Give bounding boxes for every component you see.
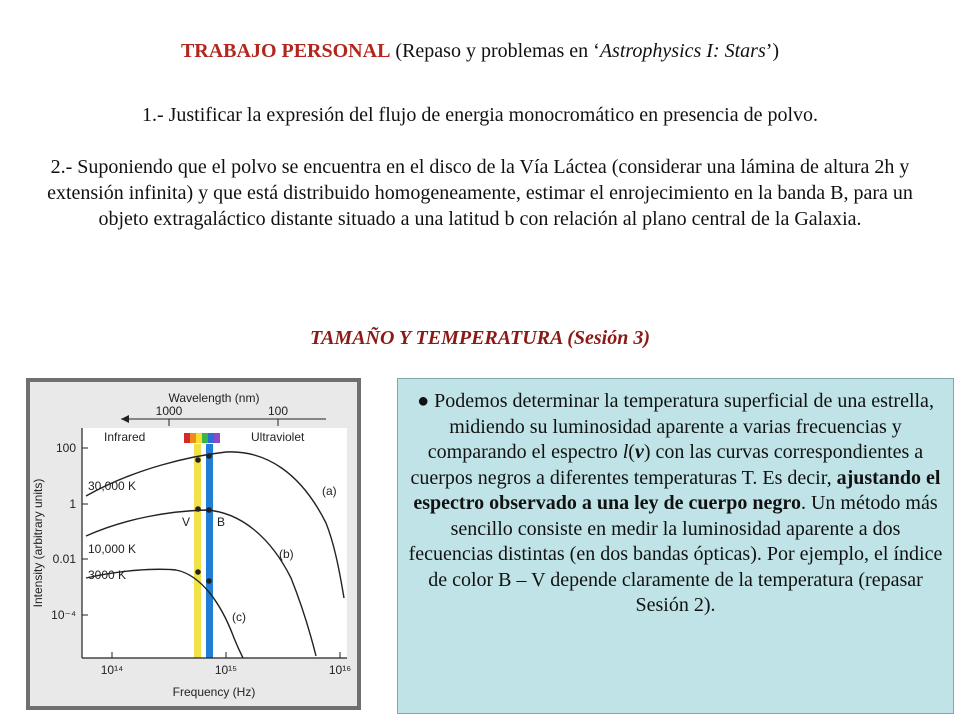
paren-open: ( [628, 441, 635, 463]
y-axis-title: Intensity (arbitrary units) [31, 478, 45, 608]
curve-letter: (b) [279, 547, 294, 561]
curve-point [206, 507, 212, 513]
curve-point [195, 506, 201, 512]
y-tick-label: 100 [55, 441, 76, 455]
v-band [194, 444, 201, 658]
band-label-b: B [217, 515, 226, 529]
top-axis-title: Wavelength (nm) [168, 391, 260, 405]
title-post: ’) [765, 40, 780, 62]
x-tick-label: 10¹⁴ [100, 663, 124, 677]
visible-spectrum-icon [184, 433, 220, 443]
y-tick-label: 1 [69, 497, 76, 511]
title-book: Astrophysics I: Stars [599, 40, 766, 62]
curve-letter: (c) [232, 610, 246, 624]
curve-point [195, 569, 201, 575]
box-bold-text: ajustando el espectro observado a una ley de cuerpo negro [413, 466, 941, 514]
top-tick-label: 1000 [155, 404, 183, 418]
box-text-1: ● Podemos determinar la temperatura superficial de una estrella, midiendo su luminosidad aparente a varias frecuencias y comparando el espectro [417, 390, 934, 463]
top-tick-label: 100 [267, 404, 289, 418]
y-tick-label: 10⁻⁴ [51, 608, 76, 622]
band-label-v: V [182, 515, 191, 529]
title-label: TRABAJO PERSONAL [180, 40, 391, 62]
curve-letter: (a) [322, 484, 337, 498]
y-tick-label: 0.01 [52, 552, 76, 566]
box-text-3: . Un método más sencillo consiste en medir la luminosidad aparente a dos fecuencias distintas (en dos bandas ópticas). Por ejemplo, el índice de color B – V depende claramente de la temperatura (repasar Sesión 2). [408, 492, 943, 616]
x-axis-title: Frequency (Hz) [172, 685, 256, 699]
ultraviolet-label: Ultraviolet [251, 430, 305, 444]
curve-point [206, 578, 212, 584]
nu-symbol: ν [634, 441, 644, 463]
curve-point [206, 453, 212, 459]
x-tick-label: 10¹⁶ [328, 663, 352, 677]
problem-2: 2.- Suponiendo que el polvo se encuentra en el disco de la Vía Láctea (considerar una lámina de altura 2h y extensión infinita) y que está distribuido homogeneamente, estimar el enrojecimiento en la banda B, para un objeto extragaláctico distante situado a una latitud b con relación al plano central de la Galaxia. [47, 156, 913, 230]
b-band [206, 444, 213, 658]
x-tick-label: 10¹⁵ [214, 663, 238, 677]
curve-label: 10,000 K [88, 542, 137, 556]
problem-1: 1.- Justificar la expresión del flujo de energia monocromático en presencia de polvo. [141, 104, 819, 126]
explanation-box [397, 378, 954, 714]
section-title: TAMAÑO Y TEMPERATURA (Sesión 3) [309, 327, 651, 349]
page-title [0, 40, 960, 63]
curve-label: 30,000 K [88, 479, 137, 493]
curve-label: 3000 K [88, 568, 127, 582]
blackbody-figure [26, 378, 366, 713]
box-text-2: ) con las curvas correspondientes a cuerpos negros a diferentes temperaturas T. Es decir, [410, 441, 924, 489]
curve-point [195, 457, 201, 463]
l-symbol: l [622, 441, 629, 463]
infrared-label: Infrared [104, 430, 146, 444]
title-pre: (Repaso y problemas en ‘ [390, 40, 600, 62]
